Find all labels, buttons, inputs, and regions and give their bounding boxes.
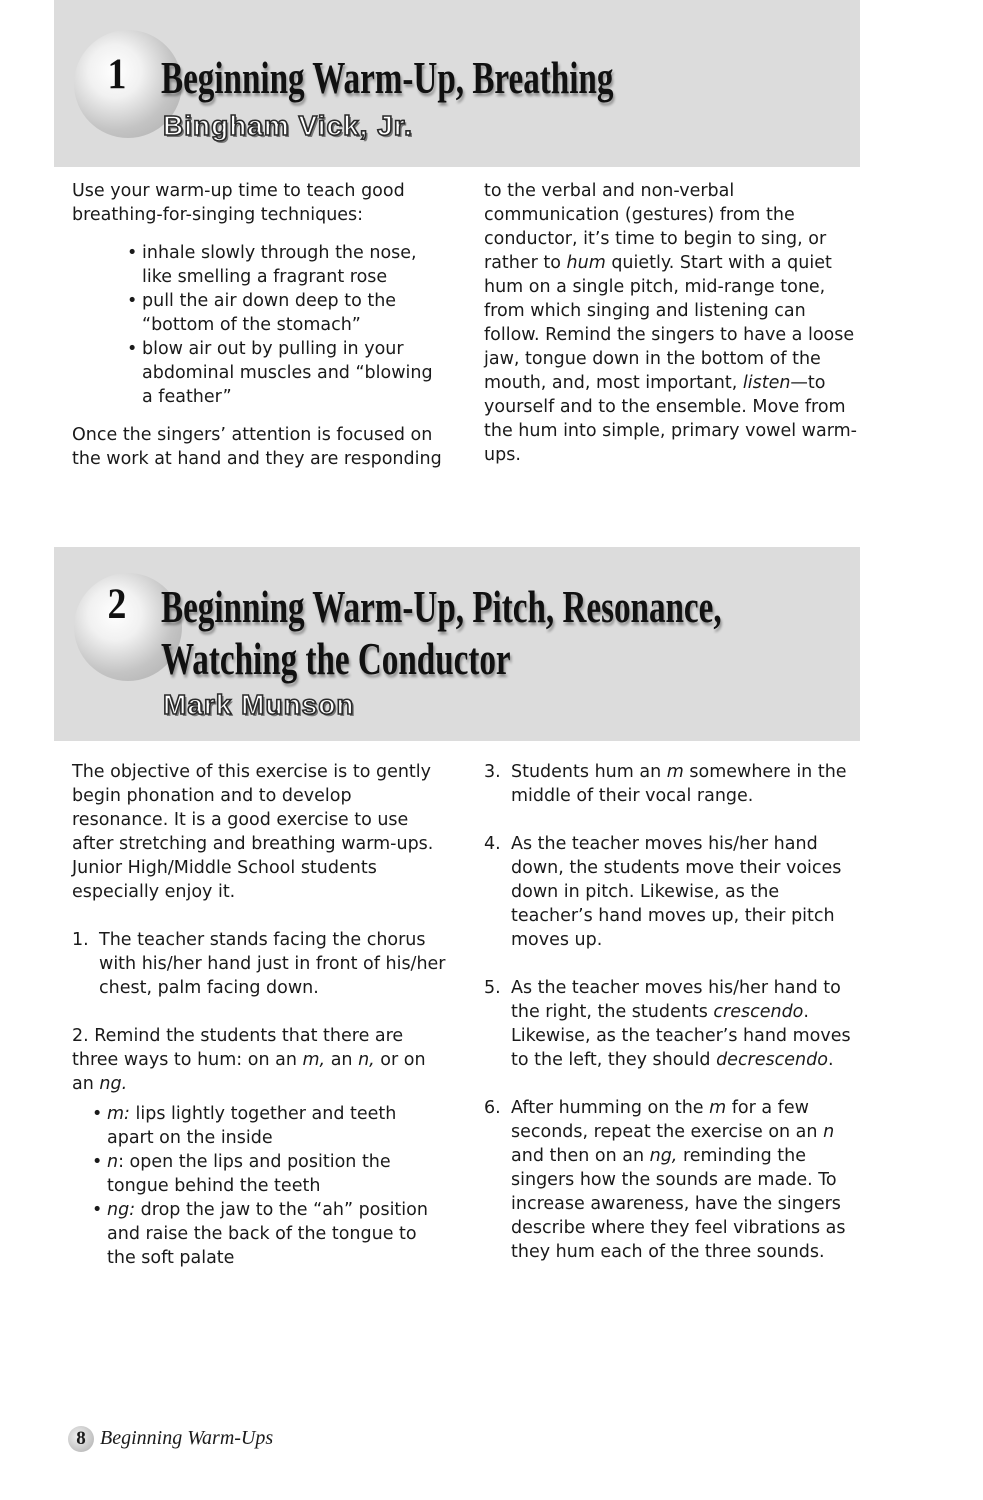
step-3: 3. Students hum an m somewhere in the middle of their vocal range. [484,762,847,806]
list-item: • ng: drop the jaw to the “ah” position and raise the back of the tongue to the soft palate [92,1198,447,1270]
step-1: 1. The teacher stands facing the chorus with his/her hand just in front of his/her chest, palm facing down. [72,930,446,998]
list-item: • blow air out by pulling in your abdominal muscles and “blowing a feather” [127,337,447,409]
section-1-left-column [72,179,452,471]
section-number: 1 [107,51,127,98]
emphasis: listen [742,373,791,393]
list-item: • inhale slowly through the nose, like smelling a fragrant rose [127,241,447,289]
section-1-banner [54,0,860,167]
list-item: • n: open the lips and position the tongue behind the teeth [92,1150,447,1198]
list-item: • pull the air down deep to the “bottom of the stomach” [127,289,447,337]
page-footer [68,1424,273,1452]
section-author: Mark Munson [163,689,355,720]
section-2-right-column [484,760,859,1264]
body-paragraph: to the verbal and non-verbal communication (gestures) from the conductor, it’s time to begin to sing, or rather to hum quietly. Start with a quiet hum on a single pitch, mid-range tone, from which singing and listening can follow. Remind the singers to have a loose jaw, tongue down in the bottom of the mouth, and, most important, listen—to yourself and to the ensemble. Move from the hum into simple, primary vowel warm-ups. [484,181,857,465]
section-title: Beginning Warm-Up, Pitch, Resonance, Watching the Conductor [161,581,722,684]
step-2: 2. Remind the students that there are three ways to hum: on an m, an n, or on an ng. [72,1026,426,1094]
section-number: 2 [107,581,127,628]
section-author: Bingham Vick, Jr. [163,110,413,141]
step-4: 4. As the teacher moves his/her hand down, the students move their voices down in pitch. Likewise, as the teacher’s hand moves up, their pitch moves up. [484,834,842,950]
section-1-right-column [484,179,859,467]
hum-types-list [92,1102,447,1270]
section-2-left-column [72,760,452,1270]
breathing-list [127,241,447,409]
section-2-banner [54,547,860,741]
step-6: 6. After humming on the m for a few seconds, repeat the exercise on an n and then on an ng, reminding the singers how the sounds are made. To increase awareness, have the singers describe where they feel vibrations as they hum each of the three sounds. [484,1098,846,1262]
emphasis: hum [566,253,606,273]
section-title: Beginning Warm-Up, Breathing [161,52,614,103]
list-item: • m: lips lightly together and teeth apart on the inside [92,1102,447,1150]
body-paragraph: Once the singers’ attention is focused on the work at hand and they are responding [72,425,442,469]
intro-paragraph: The objective of this exercise is to gently begin phonation and to develop resonance. It is a good exercise to use after stretching and breathing warm-ups. Junior High/Middle School students especially enjoy it. [72,762,434,902]
running-footer-label: Beginning Warm-Ups [100,1427,274,1449]
intro-paragraph: Use your warm-up time to teach good breathing-for-singing techniques: [72,181,405,225]
step-5: 5. As the teacher moves his/her hand to the right, the students crescendo. Likewise, as the teacher’s hand moves to the left, they should decrescendo. [484,978,851,1070]
page-number: 8 [68,1426,94,1452]
